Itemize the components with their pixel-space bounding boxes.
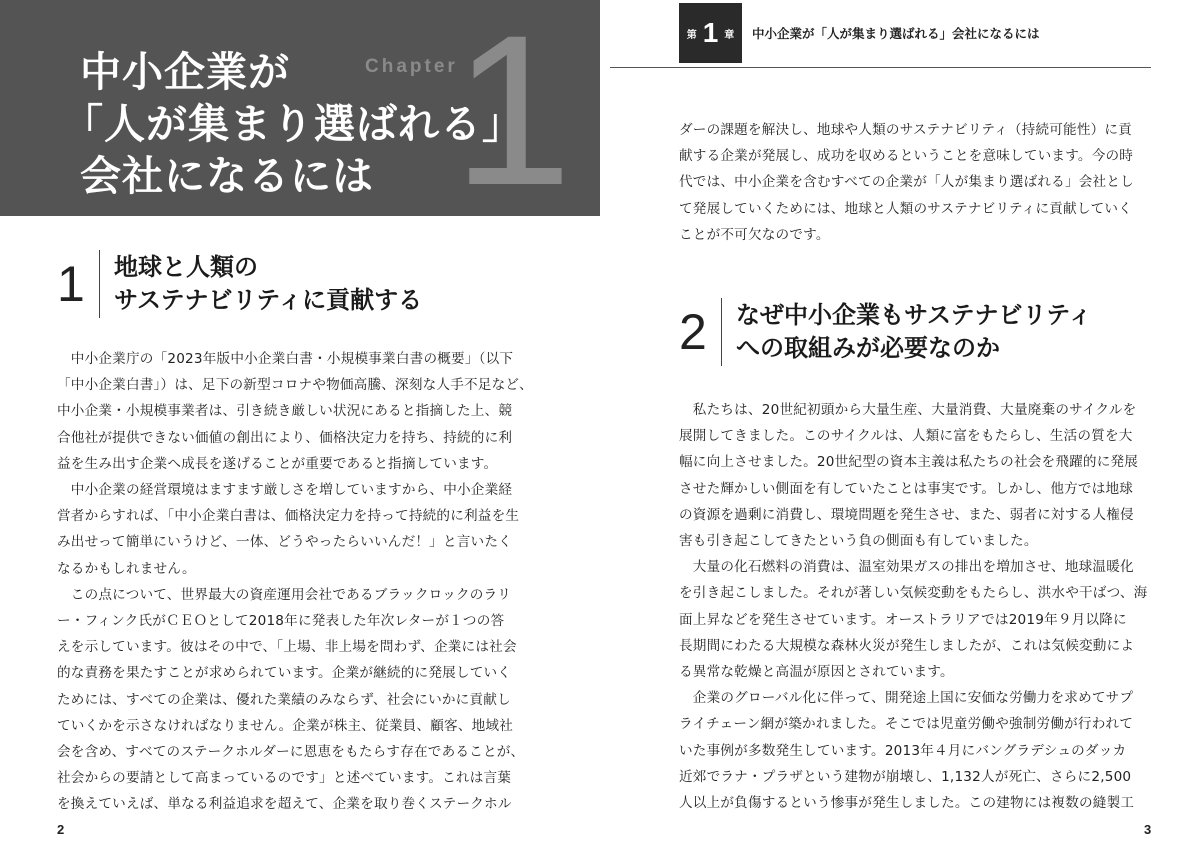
- section-title-line: なぜ中小企業もサステナビリティ: [736, 301, 1093, 329]
- chapter-title-line: 中小企業が: [80, 48, 290, 96]
- text-line: を換えていえば、単なる利益追求を超えて、企業を取り巻くステークホル: [57, 796, 512, 813]
- right-intro-text: [679, 117, 1134, 248]
- text-line: 中小企業庁の「2023年版中小企業白書・小規模事業白書の概要」（以下: [57, 351, 514, 367]
- text-line: ダーの課題を解決し、地球や人類のサステナビリティ（持続可能性）に貢: [679, 122, 1133, 138]
- text-line: 社会からの要請として高まっているのです」と述べています。これは言葉: [57, 770, 512, 787]
- section-title-line: への取組みが必要なのか: [736, 334, 1000, 362]
- text-line: 幅に向上させました。20世紀型の資本主義は私たちの社会を飛躍的に発展: [679, 454, 1139, 471]
- text-line: 益を生み出す企業へ成長を遂げることが重要であると指摘しています。: [57, 455, 498, 472]
- section-title-line: 地球と人類の: [114, 253, 258, 281]
- chapter-badge-number: 1: [702, 17, 719, 48]
- right-body-text: [679, 397, 1147, 816]
- running-header: [679, 3, 1040, 63]
- section-number: 2: [679, 304, 707, 360]
- chapter-banner: [0, 0, 600, 216]
- text-line: 中小企業・小規模事業者は、引き続き厳しい状況にあると指摘した上、競: [57, 403, 513, 420]
- section-title-line: サステナビリティに貢献する: [114, 286, 423, 314]
- text-line: この点について、世界最大の資産運用会社であるブラックロックのラリ: [57, 586, 512, 603]
- text-line: を引き起こしました。それが著しい気候変動をもたらし、洪水や干ばつ、海: [679, 585, 1148, 602]
- text-line: 会を含め、すべてのステークホルダーに恩恵をもたらす存在であることが、: [57, 744, 525, 761]
- text-line: いた事例が多数発生しています。2013年４月にバングラデシュのダッカ: [679, 742, 1127, 759]
- right-page: [600, 0, 1181, 842]
- running-header-title: 中小企業が「人が集まり選ばれる」会社になるには: [752, 26, 1040, 41]
- chapter-number: 1: [453, 0, 573, 216]
- chapter-badge: [679, 3, 742, 63]
- text-line: 長期間にわたる大規模な森林火災が発生しましたが、これは気候変動によ: [679, 637, 1135, 654]
- section-divider: [721, 298, 722, 366]
- chapter-label: Chapter: [365, 56, 458, 77]
- section-title: [114, 251, 422, 317]
- page-number-left: 2: [57, 822, 65, 837]
- text-line: 面上昇などを発生させています。オーストラリアでは2019年９月以降に: [679, 611, 1127, 628]
- text-line: み出せって簡単にいうけど、一体、どうやったらいいんだ！」と言いたく: [57, 534, 512, 551]
- text-line: 害も引き起こしてきたという負の側面も有していました。: [679, 533, 1038, 550]
- text-line: 献する企業が発展し、成功を収めるということを意味しています。今の時: [679, 148, 1134, 165]
- text-line: えを示しています。彼はその中で、「上場、非上場を問わず、企業には社会: [57, 639, 517, 656]
- text-line: ー・フィンク氏がＣＥＯとして2018年に発表した年次レターが１つの答: [57, 613, 505, 630]
- chapter-suffix: 章: [724, 29, 735, 41]
- text-line: なるかもしれません。: [57, 560, 196, 577]
- text-line: て発展していくためには、地球と人類のサステナビリティに貢献していく: [679, 200, 1133, 217]
- text-line: ためには、すべての企業は、優れた業績のみならず、社会にいかに貢献し: [57, 691, 511, 708]
- text-line: 代では、中小企業を含むすべての企業が「人が集まり選ばれる」会社とし: [679, 174, 1134, 191]
- text-line: 展開してきました。このサイクルは、人類に富をもたらし、生活の質を大: [679, 428, 1133, 445]
- left-body-text: [57, 346, 533, 818]
- text-line: の資源を過剰に消費し、環境問題を発生させ、また、弱者に対する人権侵: [679, 506, 1134, 523]
- section-number: 1: [57, 256, 85, 312]
- chapter-prefix: 第: [686, 29, 697, 41]
- text-line: ていくかを示さなければなりません。企業が株主、従業員、顧客、地域社: [57, 717, 514, 734]
- section-heading-2: [679, 298, 1092, 366]
- chapter-title-line: 会社になるには: [80, 152, 374, 200]
- text-line: 営者からすれば、「中小企業白書は、価格決定力を持って持続的に利益を生: [57, 508, 520, 525]
- text-line: ライチェーン網が築かれました。そこでは児童労働や強制労働が行われて: [679, 716, 1134, 733]
- chapter-title-line: 「人が集まり選ばれる」: [62, 100, 524, 148]
- section-title: [736, 299, 1092, 365]
- text-line: 的な責務を果たすことが求められています。企業が継続的に発展していく: [57, 665, 512, 682]
- text-line: 「中小企業白書」）は、足下の新型コロナや物価高騰、深刻な人手不足など、: [57, 377, 533, 394]
- text-line: 大量の化石燃料の消費は、温室効果ガスの排出を増加させ、地球温暖化: [679, 559, 1134, 576]
- text-line: 近郊でラナ・プラザという建物が崩壊し、1,132人が死亡、さらに2,500: [679, 768, 1132, 785]
- text-line: 合他社が提供できない価値の創出により、価格決定力を持ち、持続的に利: [57, 429, 513, 446]
- text-line: 中小企業の経営環境はますます厳しさを増していますから、中小企業経: [57, 482, 513, 499]
- page-number-right: 3: [1144, 822, 1152, 837]
- text-line: ことが不可欠なのです。: [679, 226, 830, 243]
- text-line: 企業のグローバル化に伴って、開発途上国に安価な労働力を求めてサプ: [679, 690, 1134, 707]
- section-divider: [99, 250, 100, 318]
- text-line: 私たちは、20世紀初頭から大量生産、大量消費、大量廃棄のサイクルを: [679, 402, 1137, 418]
- text-line: 人以上が負傷するという惨事が発生しました。この建物には複数の縫製工: [679, 795, 1135, 812]
- header-rule: [610, 67, 1151, 68]
- text-line: る異常な乾燥と高温が原因とされています。: [679, 664, 954, 681]
- section-heading-1: [57, 250, 422, 318]
- text-line: させた輝かしい側面を有していたことは事実です。しかし、他方では地球: [679, 480, 1134, 497]
